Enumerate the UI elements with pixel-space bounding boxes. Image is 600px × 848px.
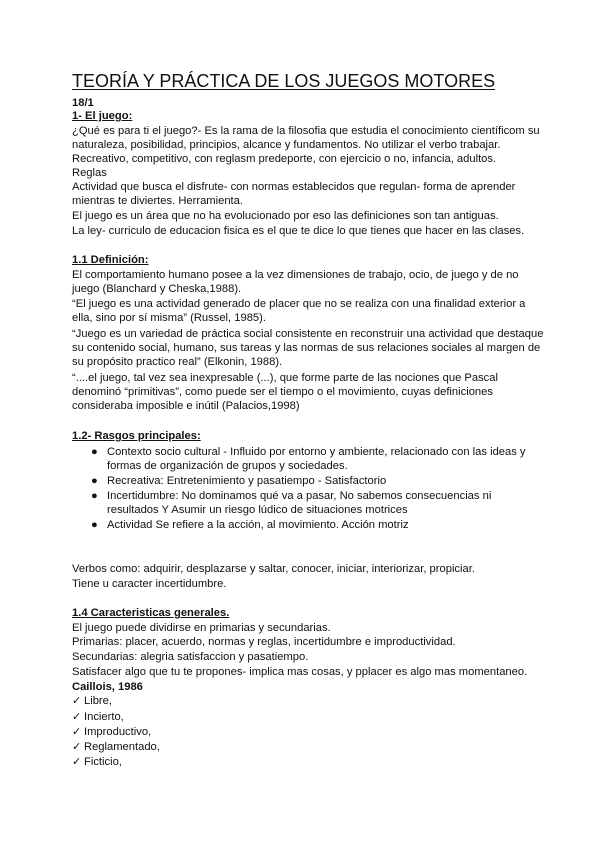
paragraph-line: su contenido social, humano, sus tareas y las normas de sus relaciones sociales al margen de [72, 342, 541, 354]
paragraph-line: mientras te diviertes. Herramienta. [72, 195, 243, 207]
checkmark-icon: ✓ [72, 756, 82, 768]
section-heading-caracteristicas: 1.4 Caracteristicas generales. [72, 607, 230, 619]
paragraph-line: El juego es un área que no ha evolucionado por eso las definiciones son tan antiguas. [72, 210, 499, 222]
paragraph-line: su propósito practico real” (Elkonin, 1988). [72, 356, 283, 368]
checkmark-icon: ✓ [72, 741, 82, 753]
paragraph-line: Actividad que busca el disfrute- con normas establecidos que regulan- forma de aprender [72, 181, 516, 193]
paragraph-line: consideraba imposible e inútil (Palacios,1998) [72, 400, 300, 412]
check-item-text: Ficticio, [84, 756, 122, 768]
list-item [91, 445, 526, 459]
bullet-icon: ● [91, 475, 98, 487]
paragraph-line: ¿Qué es para ti el juego?- Es la rama de la filosofia que estudia el conocimiento científicom su [72, 125, 540, 137]
list-item-text: Contexto socio cultural - Influido por entorno y ambiente, relacionado con las ideas y [107, 446, 526, 458]
section-heading-rasgos: 1.2- Rasgos principales: [72, 430, 201, 442]
author-citation: Caillois, 1986 [72, 681, 143, 693]
check-item [72, 694, 112, 708]
checkmark-icon: ✓ [72, 711, 82, 723]
check-item-text: Reglamentado, [84, 741, 160, 753]
check-item [72, 725, 151, 739]
paragraph-line: Verbos como: adquirir, desplazarse y saltar, conocer, iniciar, interiorizar, propiciar. [72, 563, 475, 575]
paragraph-line: Satisfacer algo que tu te propones- implica mas cosas, y pplacer es algo mas momentaneo. [72, 666, 528, 678]
check-item [72, 710, 124, 724]
checkmark-icon: ✓ [72, 695, 82, 707]
paragraph-line: “....el juego, tal vez sea inexpresable (...), que forme parte de las nociones que Pascal [72, 372, 498, 384]
list-item [91, 474, 386, 488]
paragraph-line: Tiene u caracter incertidumbre. [72, 578, 227, 590]
section-heading-el-juego: 1- El juego: [72, 110, 133, 122]
paragraph-line: “Juego es un variedad de práctica social consistente en reconstruir una actividad que destaque [72, 328, 544, 340]
list-item [91, 489, 491, 503]
list-item-text: Incertidumbre: No dominamos qué va a pasar, No sabemos consecuencias ni [107, 490, 492, 502]
paragraph-line: “El juego es una actividad generado de placer que no se realiza con una finalidad exterior a [72, 298, 526, 310]
paragraph-line: Primarias: placer, acuerdo, normas y reglas, incertidumbre e improductividad. [72, 636, 456, 648]
document-title: TEORÍA Y PRÁCTICA DE LOS JUEGOS MOTORES [72, 71, 496, 91]
bullet-icon: ● [91, 446, 98, 458]
checkmark-icon: ✓ [72, 726, 82, 738]
paragraph-line: El comportamiento humano posee a la vez dimensiones de trabajo, ocio, de juego y de no [72, 269, 519, 281]
paragraph-line: Recreativo, competitivo, con reglasm predeporte, con ejercicio o no, infancia, adultos. [72, 153, 497, 165]
paragraph-line: El juego puede dividirse en primarias y secundarias. [72, 622, 331, 634]
paragraph-line: Secundarias: alegria satisfaccion y pasatiempo. [72, 651, 309, 663]
bullet-icon: ● [91, 519, 98, 531]
section-heading-definicion: 1.1 Definición: [72, 254, 149, 266]
paragraph-line: naturaleza, posibilidad, principios, alcance y fundamentos. No utilizar el verbo trabajar. [72, 139, 501, 151]
list-item-text: Recreativa: Entretenimiento y pasatiempo - Satisfactorio [107, 475, 387, 487]
check-item [72, 740, 160, 754]
check-item-text: Improductivo, [84, 726, 152, 738]
bullet-icon: ● [91, 490, 98, 502]
list-item [91, 518, 409, 532]
list-item-continuation: formas de organización de grupos y sociedades. [107, 460, 348, 472]
paragraph-line: ella, sino por sí misma” (Russel, 1985). [72, 312, 266, 324]
check-item-text: Libre, [84, 695, 112, 707]
paragraph-line: juego (Blanchard y Cheska,1988). [72, 283, 242, 295]
paragraph-line: Reglas [72, 167, 107, 179]
paragraph-line: La ley- curriculo de educacion fisica es el que te dice lo que tienes que hacer en las clases. [72, 225, 525, 237]
paragraph-line: denominó “primitivas”, como puede ser el tiempo o el movimiento, cuyas definiciones [72, 386, 493, 398]
check-item [72, 755, 122, 769]
check-item-text: Incierto, [84, 711, 124, 723]
date-label: 18/1 [72, 97, 94, 109]
list-item-continuation: resultados Y Asumir un riesgo lúdico de situaciones motrices [107, 504, 408, 516]
list-item-text: Actividad Se refiere a la acción, al movimiento. Acción motriz [107, 519, 409, 531]
